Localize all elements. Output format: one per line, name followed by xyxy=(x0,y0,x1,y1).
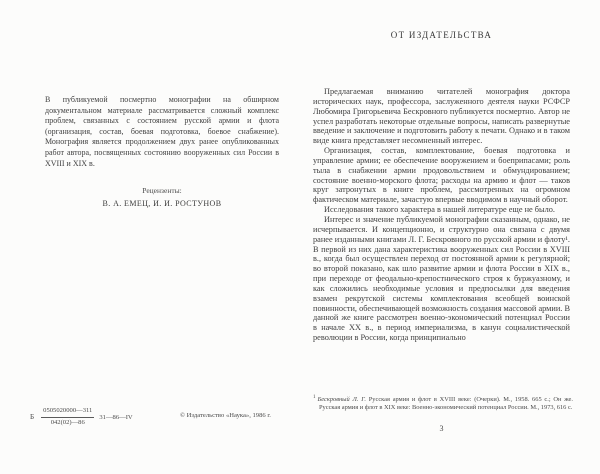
imprint-block xyxy=(30,407,133,427)
reviewers-names: В. А. ЕМЕЦ, И. И. РОСТУНОВ xyxy=(102,199,222,208)
footnote-text: Русская армия и флот в XVIII веке: (Очерки). М., 1958. 665 с.; Он же. Русская армия и флот в XIX веке: Военно-экономический потенциал России. М., 1973, 616 с. xyxy=(319,396,573,412)
footnote-author: Бескровный Л. Г. xyxy=(317,396,366,404)
paragraph: Интерес и значение публикуемой монографии сказанным, однако, не исчерпывается. И концепционно, и структурно она связана с двумя ранее изданными книгами Л. Г. Бескровного по русской армии и флоту¹. В первой из них дана характеристика вооруженных сил России в XVIII в., когда был осуществлен переход от постоянной армии к регулярной; во второй показано, как шло развитие армии и флота России в XIX в., при переходе от феодально-крепостнического строя к буржуазному, и как сложились необходимые условия и предпосылки для введения взамен рекрутской системы комплектования всеобщей воинской повинности, обеспечивающей возможность создания массовой армии. В данной же книге рассмотрен военно-экономический потенциал России в начале XX в., в период империализма, в канун социалистической революции в России, когда принципиально xyxy=(313,214,570,343)
paragraph: Предлагаемая вниманию читателей монография доктора исторических наук, профессора, заслуженного деятеля науки РСФСР Любомира Григорьевича Бескровного публикуется посмертно. Автор не успел разработать некоторые отдельные вопросы, написать развернутые введение и заключение и подготовить работу к печати. Однако и в таком виде книга представляет несомненный интерес. xyxy=(313,87,570,146)
imprint-code-numerator: 0505020000—311 xyxy=(41,407,94,418)
imprint-code-fraction xyxy=(41,407,94,427)
annotation-text: В публикуемой посмертно монографии на обширном документальном материале рассматривается сложный комплекс проблем, связанных с состоянием русской армии и флота (организация, состав, боевая подготовка, боевое снабжение). Монография является продолжением двух ранее опубликованных работ автора, посвященных состоянию вооруженных сил России в XVIII и XIX в. xyxy=(45,95,279,168)
imprint-letter: Б xyxy=(30,413,35,422)
imprint-code-suffix: 31—86—IV xyxy=(99,413,133,421)
footnote-marker: 1 xyxy=(313,395,316,400)
paragraph: Исследования такого характера в нашей литературе еще не было. xyxy=(324,205,555,215)
body-text xyxy=(313,87,570,343)
footnote xyxy=(313,394,573,412)
copyright-notice: © Издательство «Наука», 1986 г. xyxy=(180,412,271,419)
paragraph: Организация, состав, комплектование, боевая подготовка и управление армии; ее обеспечение вооружением и боеприпасами; роль тыла в снабжении армии продовольствием и обмундированием; состояние военно-морского флота; расходы на армию и флот — таков круг затронутых в книге проблем, рассмотренных на огромном фактическом материале, зачастую впервые вводимом в научный оборот. xyxy=(313,146,570,205)
reviewers-label: Рецензенты: xyxy=(142,186,182,195)
imprint-code-denominator: 042(02)—86 xyxy=(50,418,85,426)
page-heading: ОТ ИЗДАТЕЛЬСТВА xyxy=(390,30,493,40)
page-number: 3 xyxy=(439,424,444,433)
